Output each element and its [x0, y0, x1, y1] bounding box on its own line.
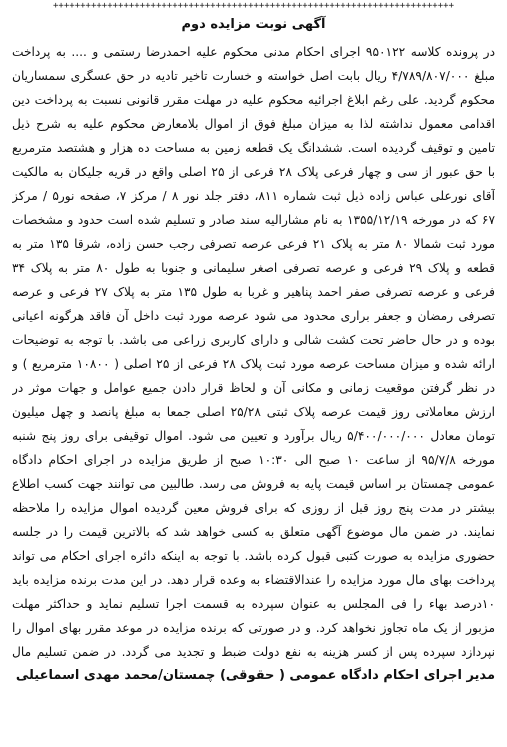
notice-signature: مدیر اجرای احکام دادگاه عمومی ( حقوقی) چمستان/محمد مهدی اسماعیلی [15, 668, 495, 683]
notice-title: آگهی نوبت مزایده دوم [181, 17, 326, 32]
notice-body: در پرونده کلاسه ۹۵۰۱۲۲ اجرای احکام مدنی محکوم علیه احمدرضا رستمی و .... به پرداخت مبلغ ۴/۷۸۹/۸۰۷/۰۰۰ ریال بابت اصل خواسته و خسارت تاخیر تادیه در حق عسگری سمساریان محکوم گردید. علی رغم ابلاغ اجرائیه محکوم علیه در مهلت مقرر قانونی نسبت به پرداخت دین اقدامی معمول نداشته لذا به میزان مبلغ فوق از اموال بلامعارض محکوم علیه به شرح ذیل تامین و توقیف گردیده است. ششدانگ یک قطعه زمین به مساحت ده هزار و هشتصد مترمربع با حق عبور از سی و چهار فرعی پلاک ۲۸ فرعی از ۲۵ اصلی واقع در قریه جلیکان به مالکیت آقای نورعلی عباس زاده ذیل ثبت شماره ۸۱۱، دفتر جلد نور ۸ / مرکز ۷، صفحه نور۵ / مرکز ۶۷ که در مورخه ۱۳۵۵/۱۲/۱۹ به نام مشارالیه سند صادر و تسلیم شده است حدود و مشخصات مورد ثبت شمالا ۸۰ متر به پلاک ۲۱ فرعی عرصه تصرفی رجب حسن زاده، شرقا ۱۳۵ متر به قطعه و پلاک ۲۹ فرعی و عرصه تصرفی اصغر سلیمانی و جنوبا به طول ۸۰ متر به پلاک ۳۴ فرعی و عرصه تصرفی صفر احمد پناهیر و غربا به طول ۱۳۵ متر به پلاک ۲۷ فرعی و عرصه تصرفی رمضان و جعفر براری محدود می شود عرصه مورد ثبت داخل آن فاقد هرگونه اعیانی بوده و در حال حاضر تحت کشت شالی و دارای کاربری زراعی می باشد. با توجه به توضیحات ارائه شده و میزان مساحت عرصه مورد ثبت پلاک ۲۸ فرعی از ۲۵ اصلی ( ۱۰۸۰۰ مترمربع ) و در نظر گرفتن موقعیت زمانی و مکانی آن و لحاظ قرار دادن جمیع عوامل و جهات موثر در ارزش معاملاتی روز قیمت عرصه پلاک ثبتی ۲۵/۲۸ اصلی جمعا به مبلغ پانصد و چهل میلیون تومان معادل ۵/۴۰۰/۰۰۰/۰۰۰ ریال برآورد و تعیین می شود. اموال توقیفی برای روز پنج شنبه مورخه ۹۵/۷/۸ از ساعت ۱۰ صبح الی ۱۰:۳۰ صبح از طریق مزایده در اجرای احکام دادگاه عمومی چمستان بر اساس قیمت پایه به فروش می رسد. طالبین می توانند جهت کسب اطلاع بیشتر در مدت پنج روز قبل از روزی که برای فروش معین گردیده اموال مزایده را ملاحظه نمایند. در ضمن مال موضوع آگهی متعلق به کسی خواهد شد که بالاترین قیمت را در جلسه حضوری مزایده به صورت کتبی قبول کرده باشد. با توجه به اینکه دائره اجرای احکام می تواند پرداخت بهای مال مورد مزایده را عندالاقتضاء به وعده قرار دهد. در این مدت برنده مزایده باید ۱۰درصد بهاء را فی المجلس به عنوان سپرده به قسمت اجرا تسلیم نماید و حداکثر مهلت مزبور از یک ماه تجاوز نخواهد کرد. و در صورتی که برنده مزایده در موعد مقرر بهای اموال را نپردازد سپرده پس از کسر هزینه به نفع دولت ضبط و تجدید می گردد. در ضمن تسلیم مال [12, 45, 495, 659]
bottom-margin [0, 739, 507, 747]
top-decorative-border: ++++++++++++++++++++++++++++++++++++++++++++++++++++++++++++++++++++++++++ [53, 1, 454, 11]
